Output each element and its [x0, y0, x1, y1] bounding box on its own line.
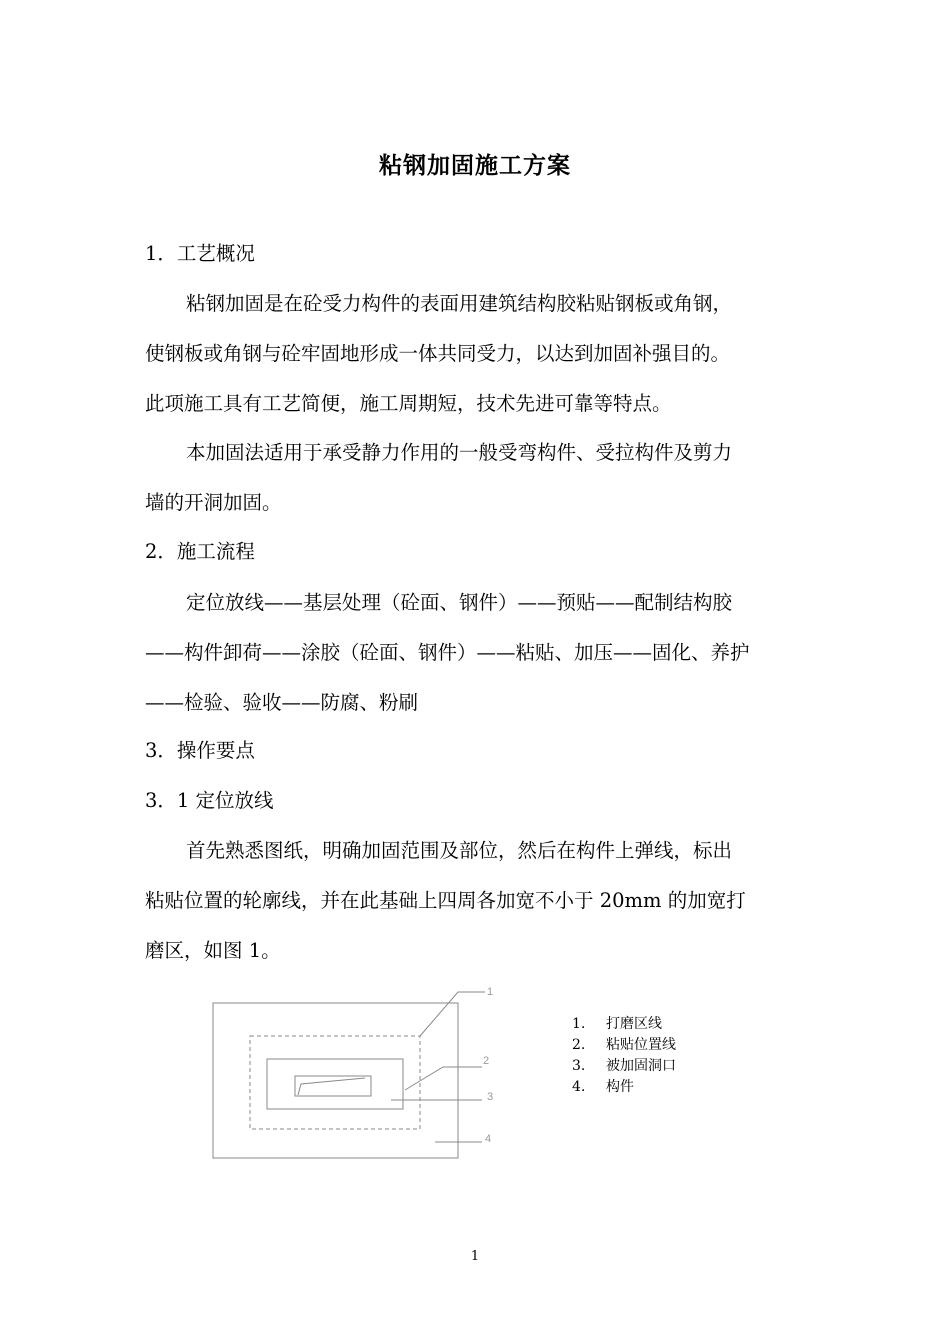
text-line: 定位放线——基层处理（砼面、钢件）——预贴——配制结构胶: [186, 591, 733, 614]
legend-item: [572, 1077, 676, 1098]
section-1-heading: 1．工艺概况: [145, 242, 255, 265]
legend-number: 3.: [572, 1058, 586, 1074]
legend-number: 1.: [572, 1016, 586, 1032]
section-3-1-paragraph: [145, 826, 807, 976]
figure-1-diagram: [205, 978, 505, 1168]
section-1-paragraph-1: [145, 279, 807, 429]
legend-number: 2.: [572, 1037, 586, 1053]
text-line: 本加固法适用于承受静力作用的一般受弯构件、受拉构件及剪力: [186, 441, 733, 464]
legend-label: 粘贴位置线: [606, 1037, 676, 1053]
text-line: 磨区，如图 1。: [145, 939, 281, 962]
section-3-heading: 3．操作要点: [145, 739, 255, 762]
callout-3: 3: [487, 1091, 494, 1103]
legend-item: [572, 1056, 676, 1077]
callout-1: 1: [487, 986, 494, 998]
text-line: 墙的开洞加固。: [145, 491, 282, 514]
section-1-paragraph-2: [145, 428, 807, 528]
opening-hatch-line: [298, 1078, 365, 1095]
callout-4: 4: [485, 1133, 492, 1145]
legend-item: [572, 1014, 676, 1035]
text-line: ——构件卸荷——涂胶（砼面、钢件）——粘贴、加压——固化、养护: [145, 641, 750, 664]
text-line: 粘钢加固是在砼受力构件的表面用建筑结构胶粘贴钢板或角钢，: [186, 292, 733, 315]
legend-label: 打磨区线: [606, 1016, 662, 1032]
legend-label: 构件: [606, 1079, 634, 1095]
text-line: 粘贴位置的轮廓线，并在此基础上四周各加宽不小于 20mm 的加宽打: [145, 889, 746, 912]
page-number: 1: [470, 1249, 480, 1264]
section-2-heading: 2．施工流程: [145, 540, 255, 563]
grinding-zone-line: [250, 1036, 420, 1129]
text-line: 使钢板或角钢与砼牢固地形成一体共同受力，以达到加固补强目的。: [145, 342, 731, 365]
document-title: 粘钢加固施工方案: [379, 152, 571, 179]
text-line: 首先熟悉图纸，明确加固范围及部位，然后在构件上弹线，标出: [186, 839, 733, 862]
legend-label: 被加固洞口: [606, 1058, 676, 1074]
bonding-position-line: [267, 1059, 403, 1109]
callout-2: 2: [483, 1055, 490, 1067]
leader-line-2: [405, 1067, 482, 1090]
text-line: ——检验、验收——防腐、粉刷: [145, 691, 419, 714]
figure-legend: [572, 1014, 676, 1098]
section-3-1-heading: 3．1 定位放线: [145, 789, 274, 812]
section-2-paragraph: [145, 578, 807, 728]
text-line: 此项施工具有工艺简便，施工周期短，技术先进可靠等特点。: [145, 392, 672, 415]
legend-number: 4.: [572, 1079, 586, 1095]
leader-line-1: [420, 992, 485, 1036]
legend-item: [572, 1035, 676, 1056]
